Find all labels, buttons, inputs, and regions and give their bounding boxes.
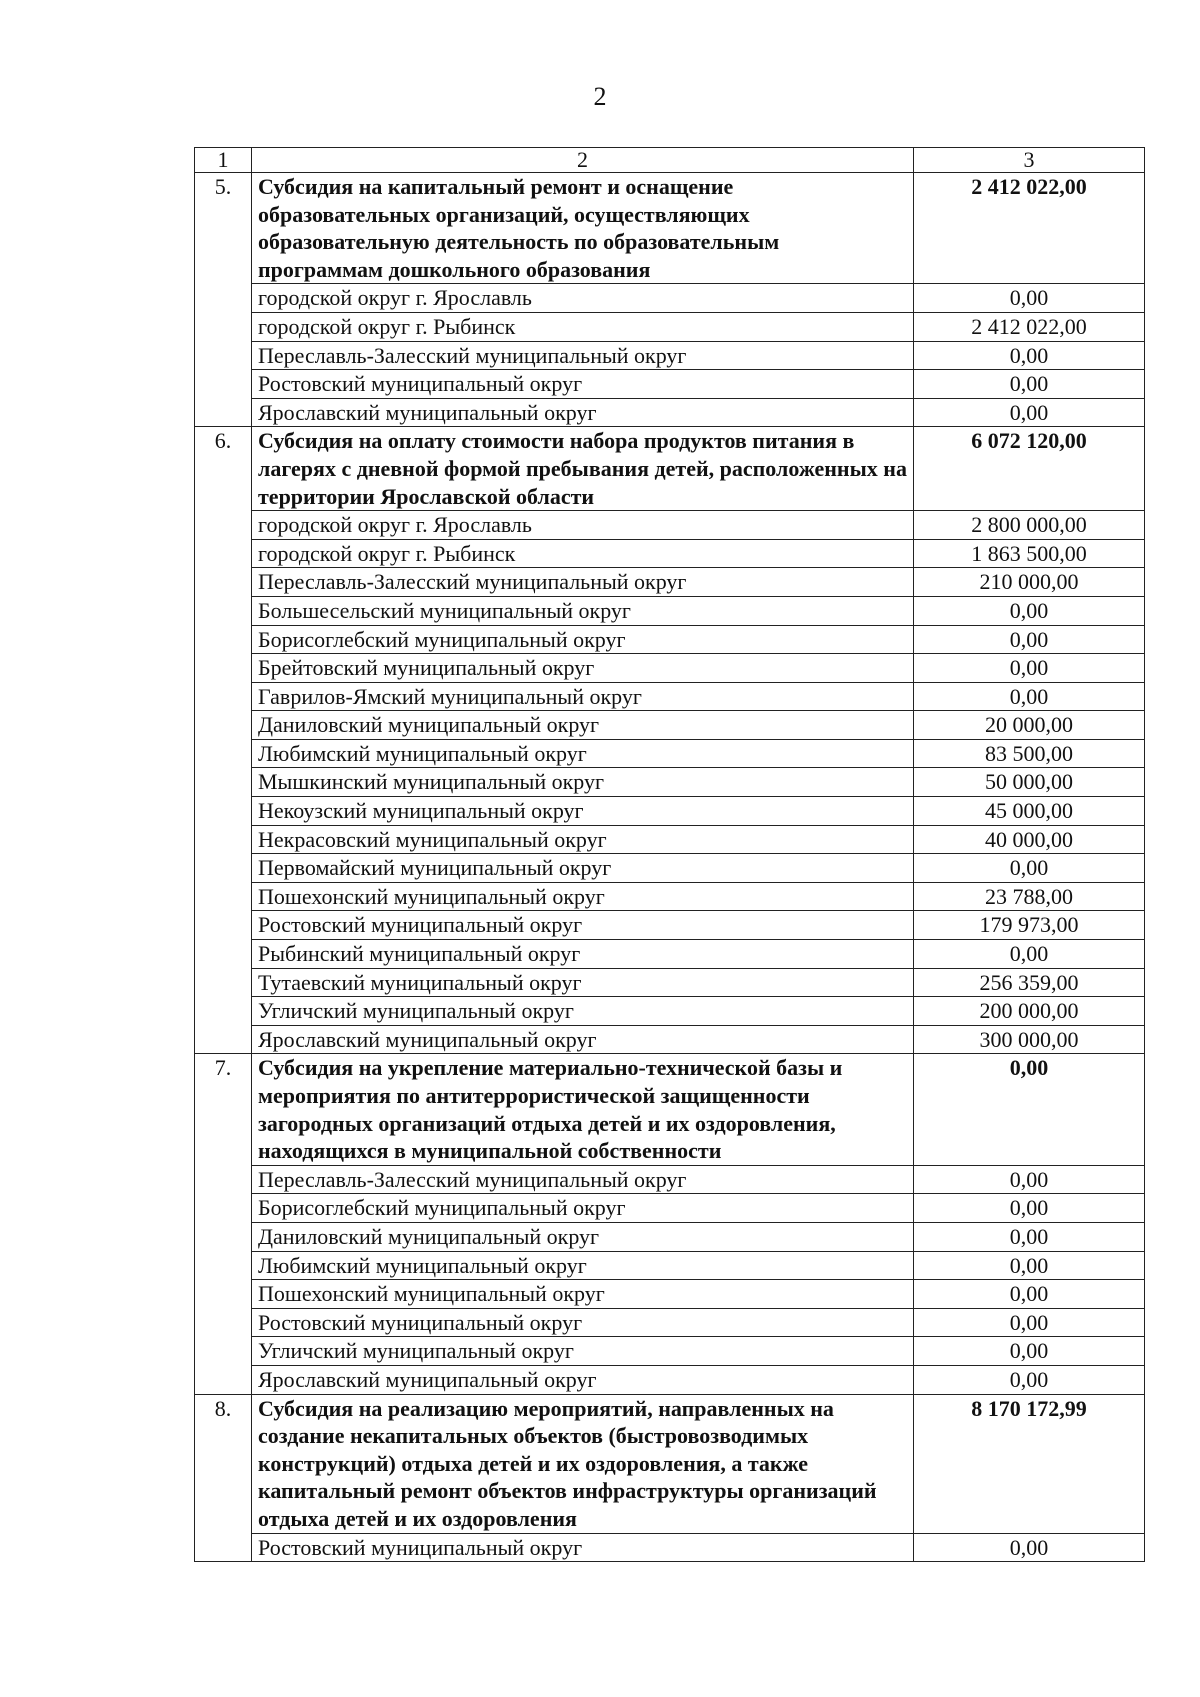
section-number: 5.	[195, 173, 252, 427]
municipality-name: Некоузский муниципальный округ	[252, 797, 914, 826]
table-body	[195, 148, 1145, 1562]
municipality-amount: 0,00	[914, 654, 1145, 683]
section-number: 6.	[195, 427, 252, 1054]
municipality-name: Ярославский муниципальный округ	[252, 1025, 914, 1054]
table-row	[195, 968, 1145, 997]
section-title-row	[195, 1394, 1145, 1533]
table-row	[195, 596, 1145, 625]
municipality-amount: 0,00	[914, 854, 1145, 883]
table-row	[195, 911, 1145, 940]
municipality-amount: 0,00	[914, 1533, 1145, 1562]
municipality-amount: 0,00	[914, 596, 1145, 625]
municipality-amount: 0,00	[914, 341, 1145, 370]
table-row	[195, 825, 1145, 854]
table-row	[195, 398, 1145, 427]
municipality-amount: 0,00	[914, 284, 1145, 313]
table-row	[195, 1337, 1145, 1366]
section-total: 0,00	[914, 1054, 1145, 1165]
table-row	[195, 1251, 1145, 1280]
section-total: 2 412 022,00	[914, 173, 1145, 284]
municipality-amount: 50 000,00	[914, 768, 1145, 797]
table-row	[195, 1365, 1145, 1394]
municipality-name: Ростовский муниципальный округ	[252, 1308, 914, 1337]
municipality-name: Тутаевский муниципальный округ	[252, 968, 914, 997]
table-row	[195, 1308, 1145, 1337]
municipality-amount: 0,00	[914, 398, 1145, 427]
municipality-amount: 0,00	[914, 940, 1145, 969]
subsidy-table	[194, 147, 1145, 1562]
table-row	[195, 768, 1145, 797]
municipality-amount: 0,00	[914, 1308, 1145, 1337]
municipality-name: городской округ г. Рыбинск	[252, 312, 914, 341]
municipality-amount: 0,00	[914, 1165, 1145, 1194]
header-cell: 1	[195, 148, 252, 173]
municipality-amount: 300 000,00	[914, 1025, 1145, 1054]
municipality-name: Переславль-Залесский муниципальный округ	[252, 568, 914, 597]
table-row	[195, 711, 1145, 740]
municipality-amount: 0,00	[914, 1222, 1145, 1251]
municipality-name: Угличский муниципальный округ	[252, 1337, 914, 1366]
municipality-name: городской округ г. Рыбинск	[252, 539, 914, 568]
municipality-amount: 0,00	[914, 1337, 1145, 1366]
table-row	[195, 854, 1145, 883]
municipality-amount: 23 788,00	[914, 882, 1145, 911]
table-row	[195, 511, 1145, 540]
table-row	[195, 940, 1145, 969]
section-title: Субсидия на капитальный ремонт и оснащение образовательных организаций, осуществляющих образовательную деятельность по образовательным программам дошкольного образования	[252, 173, 914, 284]
municipality-amount: 1 863 500,00	[914, 539, 1145, 568]
municipality-name: Большесельский муниципальный округ	[252, 596, 914, 625]
municipality-name: Ростовский муниципальный округ	[252, 1533, 914, 1562]
table-header-row	[195, 148, 1145, 173]
municipality-amount: 45 000,00	[914, 797, 1145, 826]
municipality-name: Любимский муниципальный округ	[252, 739, 914, 768]
municipality-amount: 0,00	[914, 1251, 1145, 1280]
municipality-name: Ростовский муниципальный округ	[252, 911, 914, 940]
table-row	[195, 284, 1145, 313]
municipality-name: Пошехонский муниципальный округ	[252, 1280, 914, 1309]
municipality-amount: 200 000,00	[914, 997, 1145, 1026]
table-row	[195, 1280, 1145, 1309]
table-row	[195, 882, 1145, 911]
municipality-name: Первомайский муниципальный округ	[252, 854, 914, 883]
table-row	[195, 654, 1145, 683]
table-row	[195, 797, 1145, 826]
municipality-name: Гаврилов-Ямский муниципальный округ	[252, 682, 914, 711]
table-row	[195, 1533, 1145, 1562]
table-row	[195, 1025, 1145, 1054]
section-title: Субсидия на оплату стоимости набора продуктов питания в лагерях с дневной формой пребывания детей, расположенных на территории Ярославской области	[252, 427, 914, 511]
municipality-name: Ростовский муниципальный округ	[252, 370, 914, 399]
header-cell: 3	[914, 148, 1145, 173]
municipality-name: Ярославский муниципальный округ	[252, 1365, 914, 1394]
municipality-amount: 256 359,00	[914, 968, 1145, 997]
municipality-name: Любимский муниципальный округ	[252, 1251, 914, 1280]
municipality-amount: 2 412 022,00	[914, 312, 1145, 341]
section-title-row	[195, 427, 1145, 511]
municipality-name: Угличский муниципальный округ	[252, 997, 914, 1026]
municipality-amount: 0,00	[914, 625, 1145, 654]
table-row	[195, 1165, 1145, 1194]
table-row	[195, 341, 1145, 370]
page-number: 2	[593, 82, 607, 111]
table-row	[195, 539, 1145, 568]
municipality-name: Мышкинский муниципальный округ	[252, 768, 914, 797]
municipality-amount: 0,00	[914, 1194, 1145, 1223]
municipality-name: Даниловский муниципальный округ	[252, 1222, 914, 1251]
section-title-row	[195, 173, 1145, 284]
municipality-name: Рыбинский муниципальный округ	[252, 940, 914, 969]
municipality-name: Переславль-Залесский муниципальный округ	[252, 1165, 914, 1194]
municipality-amount: 2 800 000,00	[914, 511, 1145, 540]
section-total: 8 170 172,99	[914, 1394, 1145, 1533]
municipality-name: Борисоглебский муниципальный округ	[252, 1194, 914, 1223]
municipality-name: Даниловский муниципальный округ	[252, 711, 914, 740]
municipality-name: городской округ г. Ярославль	[252, 511, 914, 540]
municipality-amount: 0,00	[914, 1365, 1145, 1394]
municipality-amount: 179 973,00	[914, 911, 1145, 940]
municipality-name: Ярославский муниципальный округ	[252, 398, 914, 427]
section-title: Субсидия на укрепление материально-технической базы и мероприятия по антитеррористической защищенности загородных организаций отдыха детей и их оздоровления, находящихся в муниципальной собственности	[252, 1054, 914, 1165]
municipality-name: Некрасовский муниципальный округ	[252, 825, 914, 854]
municipality-amount: 83 500,00	[914, 739, 1145, 768]
table-row	[195, 625, 1145, 654]
table-row	[195, 997, 1145, 1026]
municipality-amount: 20 000,00	[914, 711, 1145, 740]
municipality-name: городской округ г. Ярославль	[252, 284, 914, 313]
table-row	[195, 370, 1145, 399]
section-total: 6 072 120,00	[914, 427, 1145, 511]
municipality-amount: 0,00	[914, 370, 1145, 399]
municipality-name: Брейтовский муниципальный округ	[252, 654, 914, 683]
section-number: 8.	[195, 1394, 252, 1562]
table-row	[195, 568, 1145, 597]
municipality-amount: 0,00	[914, 682, 1145, 711]
section-number: 7.	[195, 1054, 252, 1394]
header-cell: 2	[252, 148, 914, 173]
municipality-amount: 0,00	[914, 1280, 1145, 1309]
table-row	[195, 682, 1145, 711]
table-row	[195, 739, 1145, 768]
municipality-name: Переславль-Залесский муниципальный округ	[252, 341, 914, 370]
section-title-row	[195, 1054, 1145, 1165]
municipality-amount: 40 000,00	[914, 825, 1145, 854]
table-row	[195, 1222, 1145, 1251]
table-row	[195, 1194, 1145, 1223]
municipality-name: Борисоглебский муниципальный округ	[252, 625, 914, 654]
municipality-amount: 210 000,00	[914, 568, 1145, 597]
section-title: Субсидия на реализацию мероприятий, направленных на создание некапитальных объектов (быстровозводимых конструкций) отдыха детей и их оздоровления, а также капитальный ремонт объектов инфраструктуры организаций отдыха детей и их оздоровления	[252, 1394, 914, 1533]
municipality-name: Пошехонский муниципальный округ	[252, 882, 914, 911]
table-row	[195, 312, 1145, 341]
